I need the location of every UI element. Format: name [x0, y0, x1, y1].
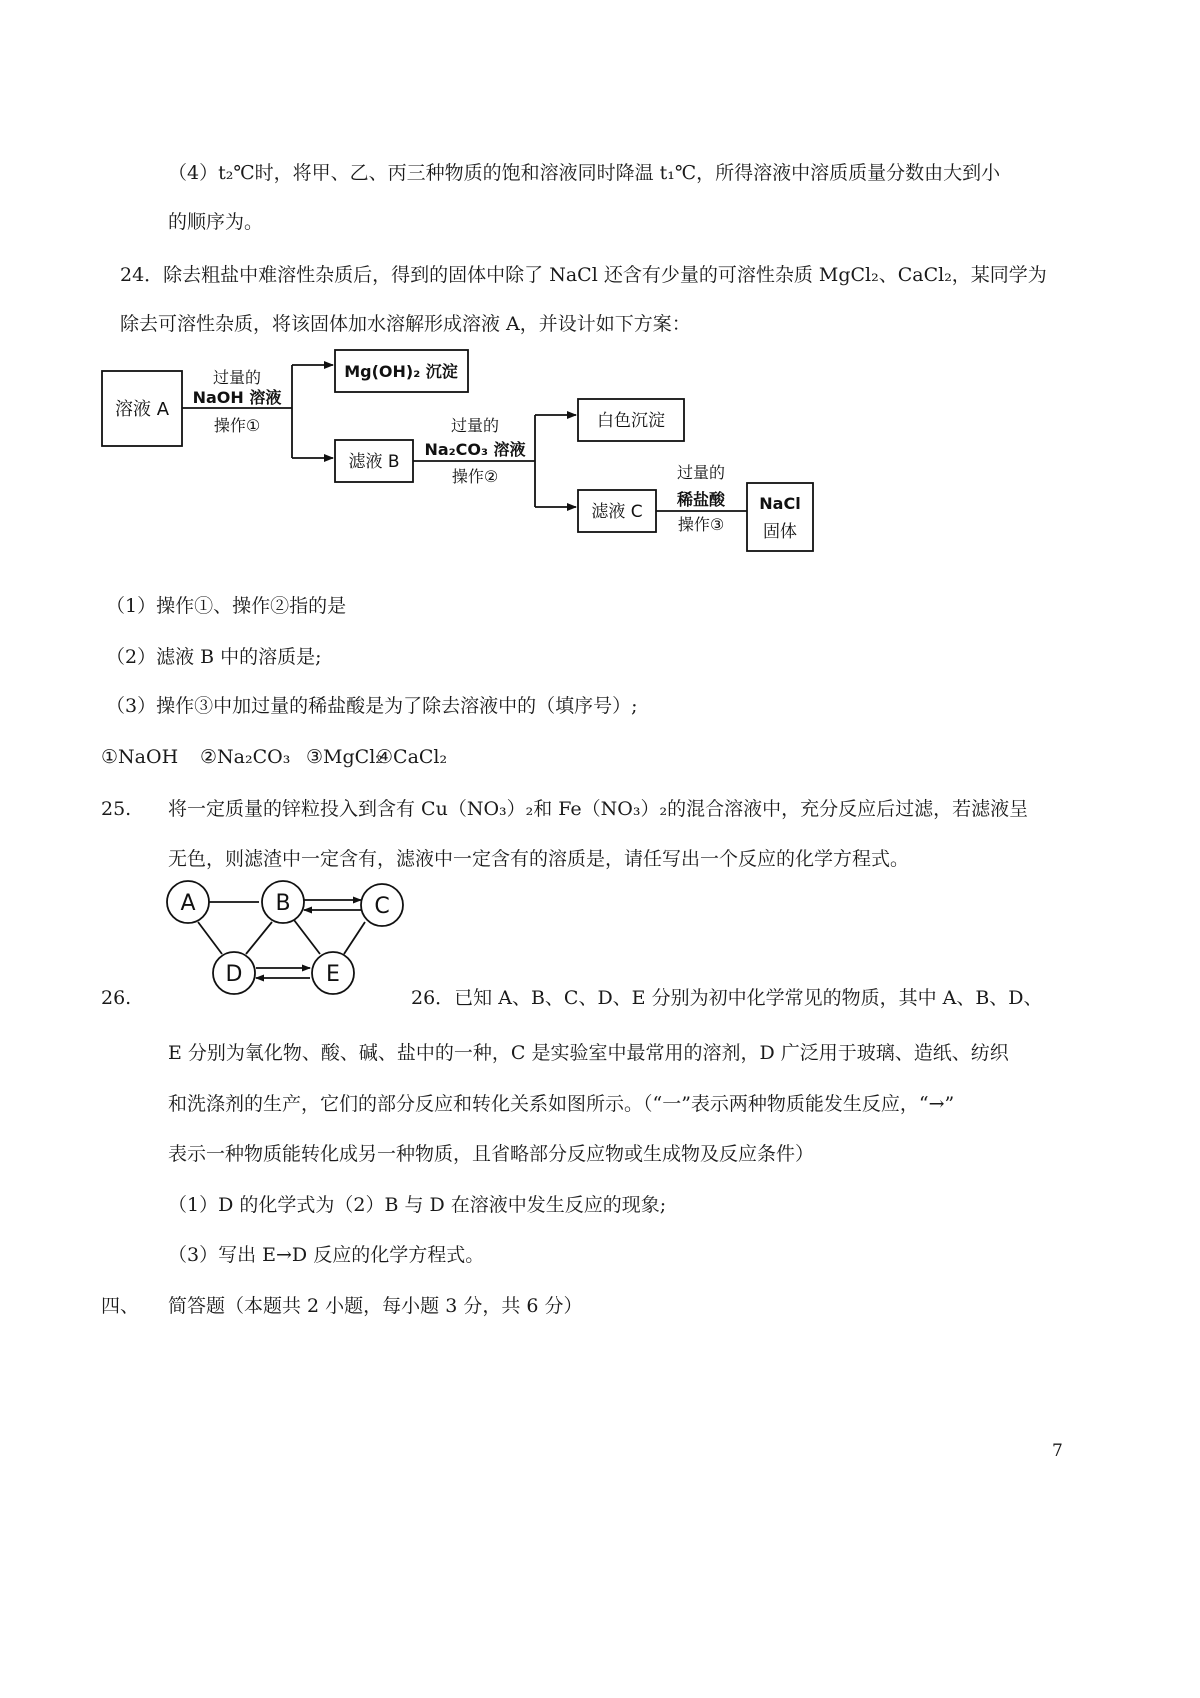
reagent2-line1: 过量的 [450, 416, 500, 435]
q26-number: 26. [101, 987, 132, 1009]
q24-stem-line1: 24．除去粗盐中难溶性杂质后，得到的固体中除了 NaCl 还含有少量的可溶性杂质 MgCl₂、CaCl₂，某同学为 [120, 264, 1047, 286]
q24-option-3: ③MgCl₂ [306, 746, 383, 768]
q26-sub3: （3）写出 E→D 反应的化学方程式。 [168, 1244, 485, 1266]
q24-option-1: ①NaOH [101, 746, 179, 768]
reagent2-line3: 操作② [451, 467, 499, 486]
page-number: 7 [1052, 1441, 1063, 1461]
product-line2: 固体 [763, 522, 797, 542]
node-a-label: A [180, 891, 196, 916]
q26-line3: 和洗涤剂的生产，它们的部分反应和转化关系如图所示。（“一”表示两种物质能发生反应，“→” [168, 1093, 955, 1115]
q26-line4: 表示一种物质能转化成另一种物质，且省略部分反应物或生成物及反应条件） [168, 1143, 815, 1165]
q24-sub3: （3）操作③中加过量的稀盐酸是为了除去溶液中的（填序号）; [106, 695, 638, 717]
section4-title: 简答题（本题共 2 小题，每小题 3 分，共 6 分） [168, 1295, 583, 1317]
q25-line1: 将一定质量的锌粒投入到含有 Cu（NO₃）₂和 Fe（NO₃）₂的混合溶液中，充分反应后过滤，若滤液呈 [168, 798, 1029, 820]
node-c-label: C [374, 894, 390, 919]
q26-sub1: （1）D 的化学式为（2）B 与 D 在溶液中发生反应的现象; [168, 1194, 667, 1216]
reagent3-line1: 过量的 [676, 463, 726, 482]
node-d-label: D [225, 962, 243, 987]
precipitate1-label: Mg(OH)₂ 沉淀 [344, 362, 458, 381]
q25-number: 25. [101, 798, 132, 820]
reagent3-line3: 操作③ [677, 515, 725, 534]
q24-option-2: ②Na₂CO₃ [200, 746, 291, 768]
q24-sub2: （2）滤液 B 中的溶质是; [106, 646, 322, 668]
node-b-label: B [275, 891, 291, 916]
filtrate-b-label: 滤液 B [348, 452, 400, 472]
q24-sub1: （1）操作①、操作②指的是 [106, 595, 347, 617]
q24-flow-diagram [95, 345, 835, 560]
solution-a-label: 溶液 A [114, 399, 170, 420]
q23-item4-line1: （4）t₂℃时，将甲、乙、丙三种物质的饱和溶液同时降温 t₁℃，所得溶液中溶质质量分数由大到小 [168, 162, 1001, 184]
precipitate2-label: 白色沉淀 [597, 411, 665, 431]
product-line1: NaCl [759, 494, 801, 513]
q23-item4-line2: 的顺序为。 [168, 211, 264, 233]
reagent1-line3: 操作① [213, 416, 261, 435]
reagent3-line2: 稀盐酸 [676, 490, 726, 509]
reagent2-line2: Na₂CO₃ 溶液 [424, 440, 526, 459]
filtrate-c-label: 滤液 C [591, 502, 643, 522]
q24-stem-line2: 除去可溶性杂质，将该固体加水溶解形成溶液 A，并设计如下方案： [120, 313, 691, 335]
q25-line2: 无色，则滤渣中一定含有，滤液中一定含有的溶质是，请任写出一个反应的化学方程式。 [168, 848, 910, 870]
reagent1-line2: NaOH 溶液 [192, 388, 282, 407]
q26-relation-diagram [160, 872, 420, 1002]
q24-option-4: ④CaCl₂ [376, 746, 448, 768]
q26-line1: 26．已知 A、B、C、D、E 分别为初中化学常见的物质，其中 A、B、D、 [411, 987, 1043, 1009]
section4-number: 四、 [101, 1295, 140, 1317]
q26-line2: E 分别为氧化物、酸、碱、盐中的一种，C 是实验室中最常用的溶剂，D 广泛用于玻璃、造纸、纺织 [168, 1042, 1009, 1064]
node-e-label: E [326, 962, 340, 987]
reagent1-line1: 过量的 [212, 368, 262, 387]
